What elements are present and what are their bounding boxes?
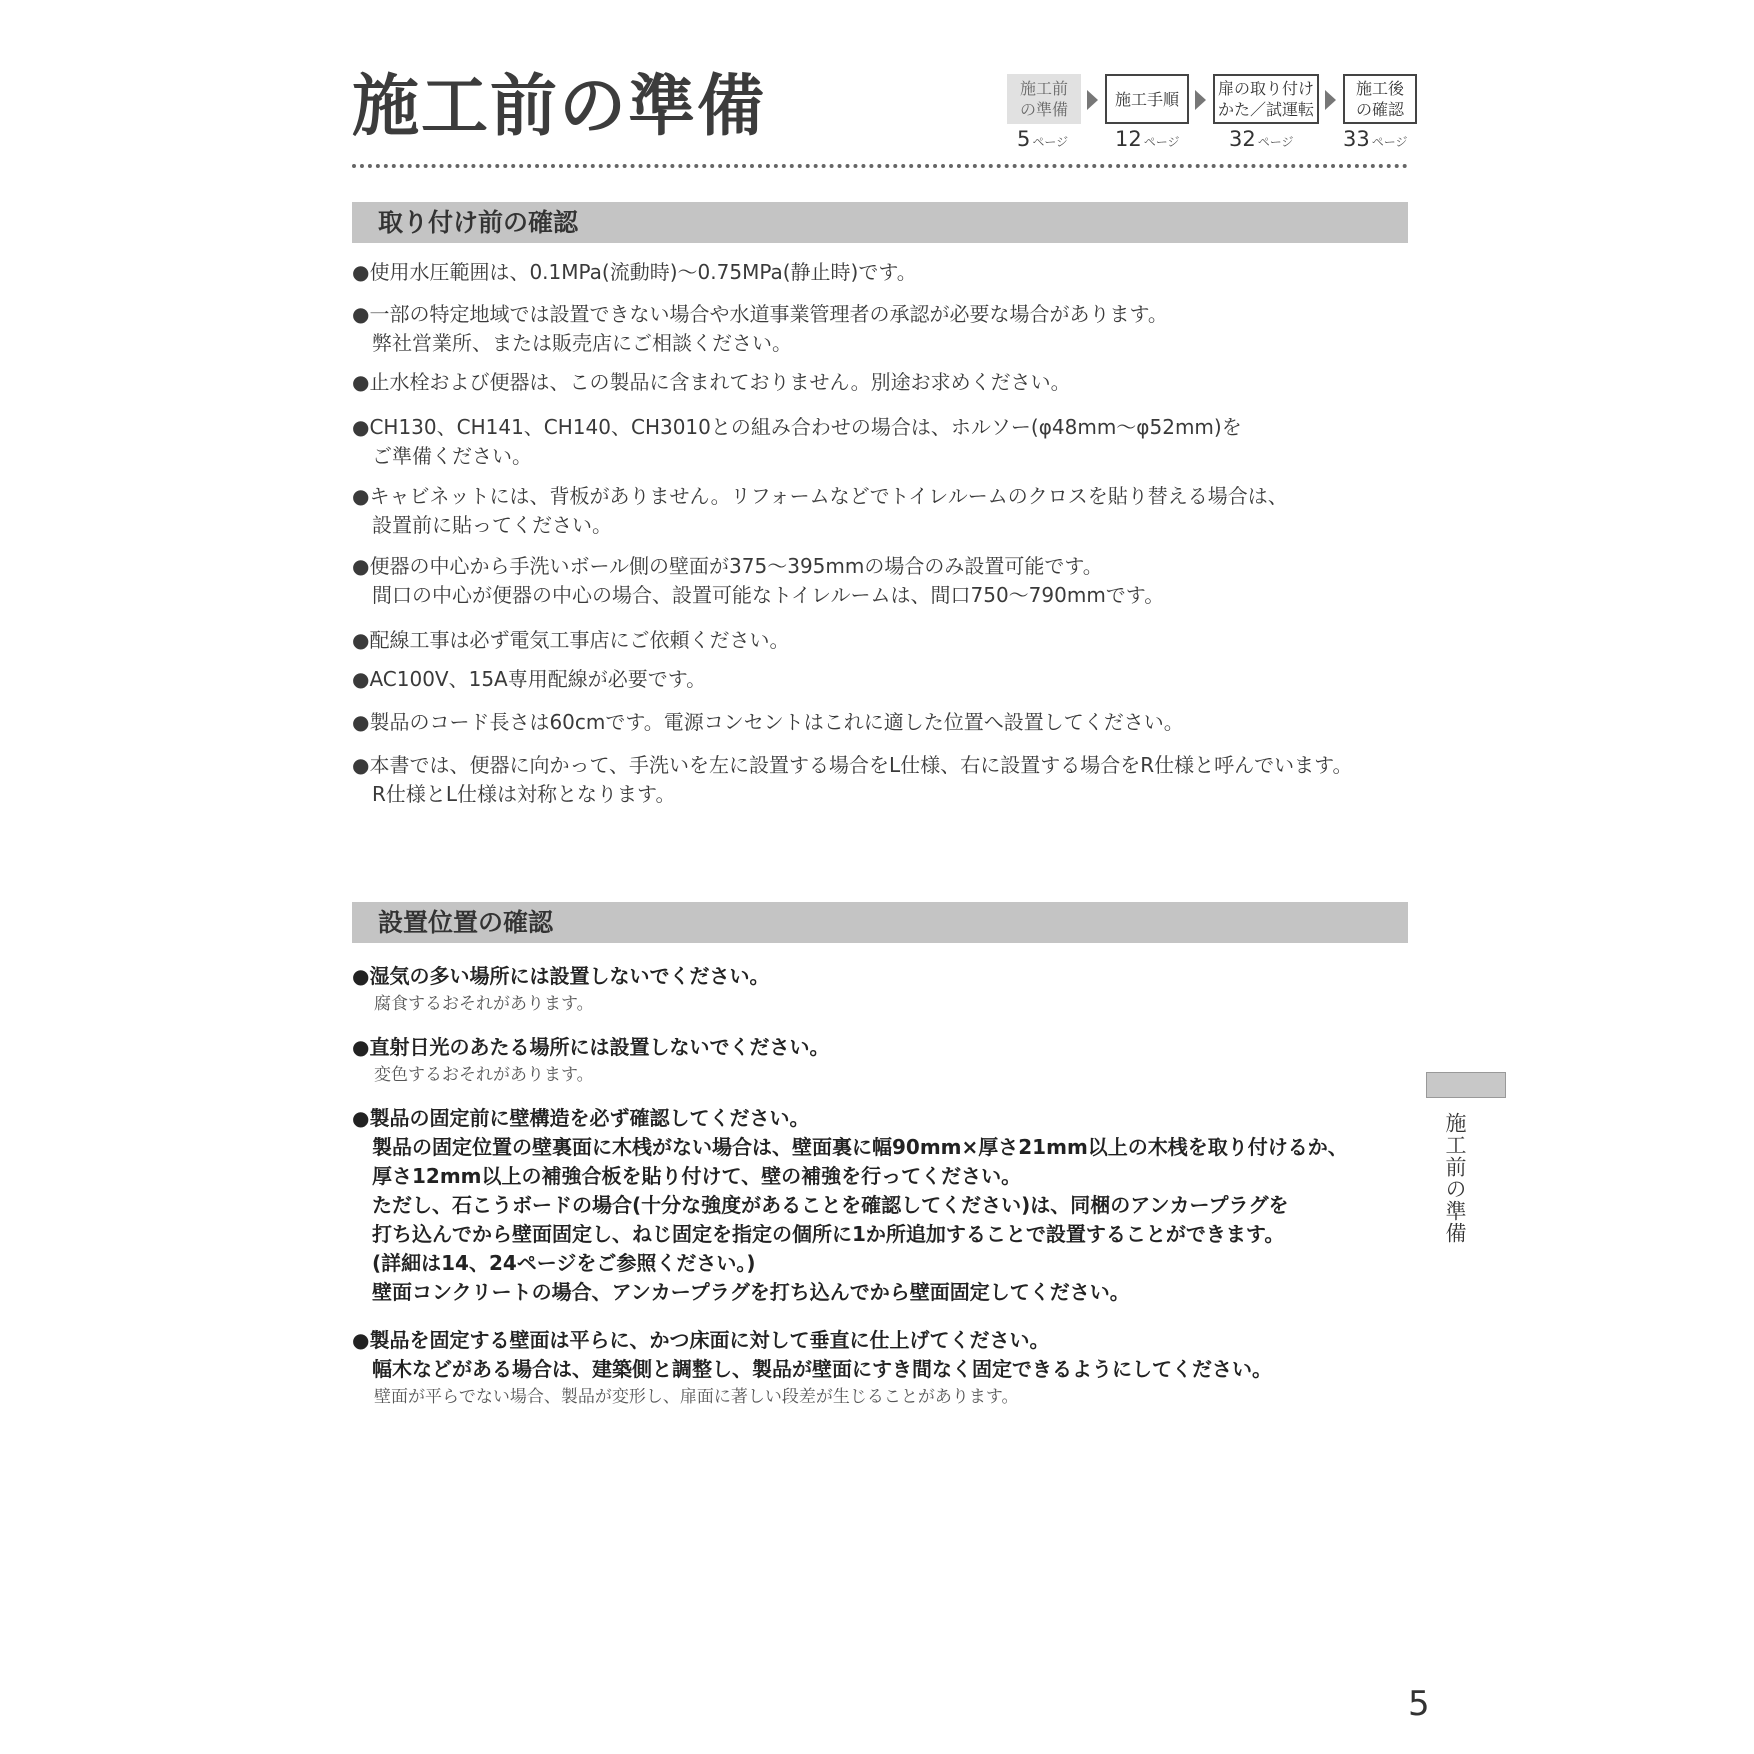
list-item: ●湿気の多い場所には設置しないでください。 腐食するおそれがあります。 xyxy=(352,964,770,1014)
list-item: ●直射日光のあたる場所には設置しないでください。 変色するおそれがあります。 xyxy=(352,1035,830,1085)
page-number: 5 xyxy=(1408,1684,1430,1724)
step-final-check: 施工後 の確認 xyxy=(1343,74,1417,124)
step-procedure: 施工手順 xyxy=(1105,74,1189,124)
step-page-ref: 5 ページ xyxy=(1017,127,1069,151)
list-item: ●製品を固定する壁面は平らに、かつ床面に対して垂直に仕上げてください。 幅木などがある場合は、建築側と調整し、製品が壁面にすき間なく固定できるようにしてください。 壁面が平らでない場合、製品が変形し、扉面に著しい段差が生じることがあります。 xyxy=(352,1328,1272,1407)
chapter-tab xyxy=(1426,1072,1506,1098)
arrow-right-icon xyxy=(1325,90,1336,110)
step-page-ref: 12 ページ xyxy=(1115,127,1180,151)
list-item: ●止水栓および便器は、この製品に含まれておりません。別途お求めください。 xyxy=(352,370,1071,394)
section-heading: 設置位置の確認 xyxy=(352,902,1408,943)
header-divider xyxy=(352,164,1408,168)
list-item: ●キャビネットには、背板がありません。リフォームなどでトイレルームのクロスを貼り替える場合は、 設置前に貼ってください。 xyxy=(352,484,1288,537)
step-page-ref: 33 ページ xyxy=(1343,127,1408,151)
list-item: ●本書では、便器に向かって、手洗いを左に設置する場合をL仕様、右に設置する場合をR仕様と呼んでいます。 R仕様とL仕様は対称となります。 xyxy=(352,753,1353,806)
step-page-ref: 32 ページ xyxy=(1229,127,1294,151)
step-door-install: 扉の取り付け かた／試運転 xyxy=(1213,74,1319,124)
list-item: ●AC100V、15A専用配線が必要です。 xyxy=(352,667,707,691)
step-preparation: 施工前 の準備 xyxy=(1007,74,1081,124)
list-item: ●使用水圧範囲は、0.1MPa(流動時)～0.75MPa(静止時)です。 xyxy=(352,260,917,284)
list-item: ●配線工事は必ず電気工事店にご依頼ください。 xyxy=(352,628,790,652)
list-item: ●一部の特定地域では設置できない場合や水道事業管理者の承認が必要な場合があります。 弊社営業所、または販売店にご相談ください。 xyxy=(352,302,1168,355)
step-navigation xyxy=(1007,74,1417,154)
arrow-right-icon xyxy=(1195,90,1206,110)
list-item: ●製品の固定前に壁構造を必ず確認してください。 製品の固定位置の壁裏面に木桟がない場合は、壁面裏に幅90mm×厚さ21mm以上の木桟を取り付けるか、 厚さ12mm以上の補強合板を貼り付けて、壁の補強を行ってください。 ただし、石こうボードの場合(十分な強度があることを確認してください)は、同梱のアンカープラグを 打ち込んでから壁面固定し、ねじ固定を指定の個所に1か所追加することで設置することができます。 (詳細は14、24ページをご参照ください。) 壁面コンクリートの場合、アンカープラグを打ち込んでから壁面固定してください。 xyxy=(352,1106,1348,1304)
arrow-right-icon xyxy=(1087,90,1098,110)
list-item: ●製品のコード長さは60cmです。電源コンセントはこれに適した位置へ設置してください。 xyxy=(352,710,1184,734)
list-item: ●CH130、CH141、CH140、CH3010との組み合わせの場合は、ホルソー(φ48mm～φ52mm)を ご準備ください。 xyxy=(352,415,1242,468)
page-title: 施工前の準備 xyxy=(352,67,766,145)
chapter-tab-label: 施工前の準備 xyxy=(1443,1112,1467,1244)
list-item: ●便器の中心から手洗いボール側の壁面が375～395mmの場合のみ設置可能です。 間口の中心が便器の中心の場合、設置可能なトイレルームは、間口750～790mmです。 xyxy=(352,554,1165,607)
section-heading: 取り付け前の確認 xyxy=(352,202,1408,243)
